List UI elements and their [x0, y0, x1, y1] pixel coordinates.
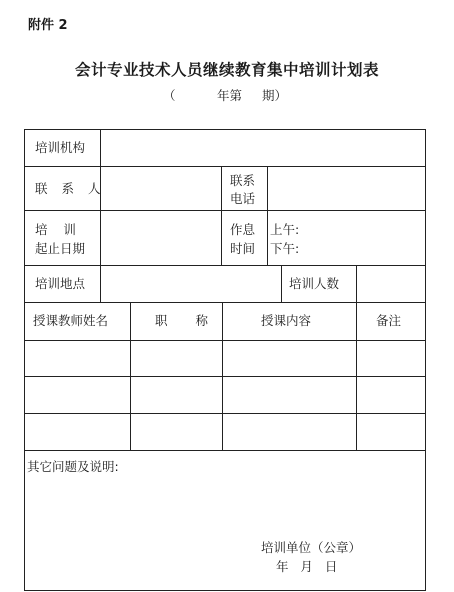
period-term: 期）: [262, 88, 288, 103]
table-row[interactable]: [26, 378, 424, 412]
schedule-label-line1: 作息: [230, 222, 256, 237]
row-divider: [25, 166, 425, 167]
form-title: 会计专业技术人员继续教育集中培训计划表: [74, 60, 379, 79]
contact-phone-field[interactable]: [269, 168, 423, 209]
row-divider: [25, 450, 425, 451]
row-divider: [25, 413, 425, 414]
contact-phone-label-line2: 电话: [230, 191, 256, 206]
morning-label: 上午:: [270, 222, 300, 237]
headcount-label: 培训人数: [289, 276, 340, 291]
col-divider: [221, 166, 222, 265]
contact-person-label: 联 系 人: [35, 181, 106, 196]
table-row[interactable]: [26, 415, 424, 449]
other-notes-field[interactable]: [26, 478, 424, 538]
dates-field[interactable]: [102, 212, 220, 264]
row-divider: [25, 210, 425, 211]
afternoon-label: 下午:: [270, 241, 300, 256]
row-divider: [25, 265, 425, 266]
dates-label-line1: 培 训: [35, 222, 76, 237]
contact-person-field[interactable]: [102, 168, 220, 209]
signature-date: 年 月 日: [276, 559, 338, 574]
col-header-content: 授课内容: [261, 313, 312, 328]
col-header-teacher: 授课教师姓名: [33, 313, 109, 328]
col-divider: [267, 166, 268, 265]
location-label: 培训地点: [35, 276, 86, 291]
col-divider: [356, 265, 357, 302]
col-header-title: 职 称: [155, 313, 220, 328]
institution-field[interactable]: [102, 131, 423, 165]
schedule-label-line2: 时间: [230, 241, 256, 256]
contact-phone-label-line1: 联系: [230, 173, 256, 188]
other-notes-label: 其它问题及说明:: [27, 459, 119, 474]
period-year: 年第: [217, 88, 243, 103]
headcount-field[interactable]: [358, 267, 423, 301]
plan-form-table: [24, 129, 426, 591]
signature-unit: 培训单位（公章）: [261, 540, 362, 555]
institution-label: 培训机构: [35, 140, 86, 155]
row-divider: [25, 302, 425, 303]
col-divider: [100, 130, 101, 302]
col-divider: [281, 265, 282, 302]
location-field[interactable]: [102, 267, 280, 301]
col-header-notes: 备注: [376, 313, 402, 328]
table-row[interactable]: [26, 342, 424, 375]
row-divider: [25, 376, 425, 377]
row-divider: [25, 340, 425, 341]
dates-label-line2: 起止日期: [35, 241, 86, 256]
period-open: （: [163, 88, 176, 103]
attachment-label: 附件 2: [28, 18, 68, 33]
